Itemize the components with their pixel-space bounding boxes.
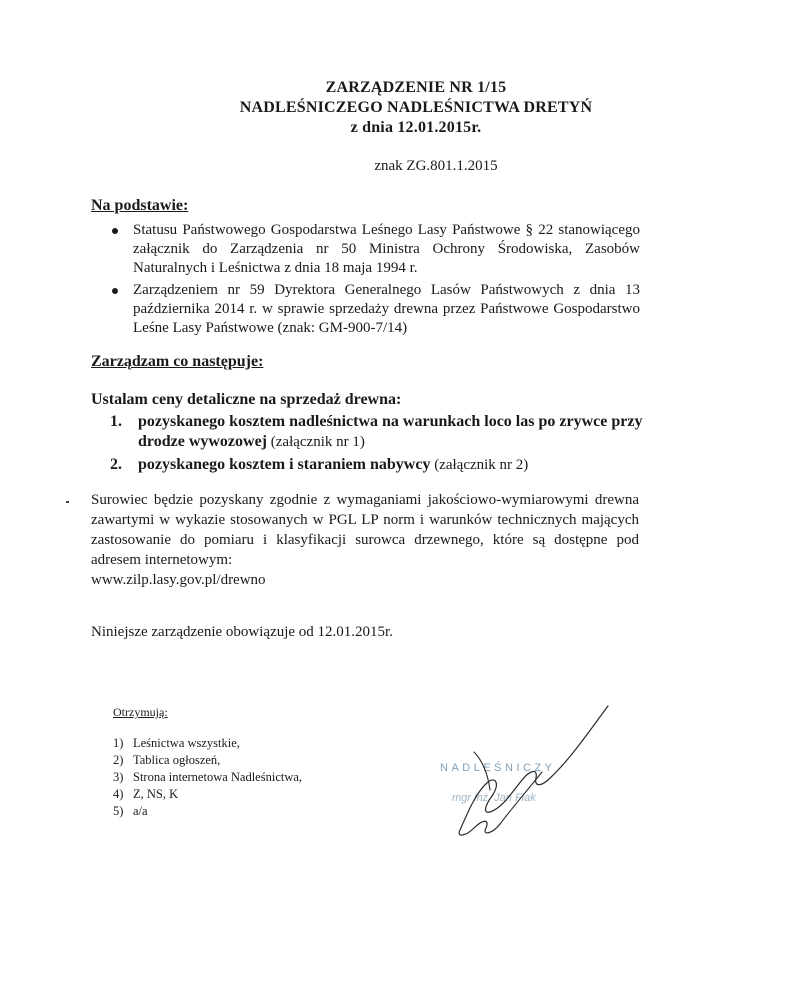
stamp-name: mgr inż. Jan Flak (452, 792, 536, 804)
receiver-number: 3) (113, 770, 124, 784)
signature-icon (430, 700, 620, 850)
receiver-item (113, 786, 302, 803)
price-item-number: 2. (110, 456, 122, 473)
basis-title: Na podstawie: (91, 197, 189, 214)
price-item (110, 412, 650, 452)
document-header (0, 78, 792, 138)
receiver-number: 2) (113, 753, 124, 767)
price-item-note: (załącznik nr 2) (430, 457, 529, 473)
quality-paragraph (91, 490, 639, 590)
price-item-number: 1. (110, 413, 122, 430)
validity-statement: Niniejsze zarządzenie obowiązuje od 12.01.2015r. (91, 624, 393, 640)
margin-mark (66, 501, 69, 503)
order-title: Zarządzam co następuje: (91, 353, 264, 370)
reference-number (0, 158, 792, 175)
price-item-text: pozyskanego kosztem nadleśnictwa na warunkach loco las po zrywce przy drodze wywozowej (138, 413, 643, 450)
basis-item (110, 281, 640, 338)
issuer: NADLEŚNICZEGO NADLEŚNICTWA DRETYŃ (239, 99, 593, 116)
receiver-item (113, 735, 302, 752)
order-number: ZARZĄDZENIE NR 1/15 (325, 79, 507, 96)
receiver-text: Tablica ogłoszeń, (133, 753, 221, 767)
receiver-number: 1) (113, 736, 124, 750)
basis-list (110, 221, 640, 341)
prices-list (110, 412, 650, 478)
price-item-text: pozyskanego kosztem i staraniem nabywcy (138, 456, 431, 473)
basis-item (110, 221, 640, 278)
reference-text: znak ZG.801.1.2015 (374, 158, 498, 174)
receivers-list (113, 735, 302, 820)
receivers-title: Otrzymują: (113, 705, 168, 719)
receiver-item (113, 769, 302, 786)
basis-item-text: Zarządzeniem nr 59 Dyrektora Generalnego Lasów Państwowych z dnia 13 października 2014 r. w sprawie sprzedaży drewna przez Państwowe Gospodarstwo Leśne Lasy Państwowe (znak: GM-900-7/14) (133, 282, 640, 336)
basis-item-text: Statusu Państwowego Gospodarstwa Leśnego Lasy Państwowe § 22 stanowiącego załącznik do Zarządzenia nr 50 Ministra Ochrony Środowiska, Zasobów Naturalnych i Leśnictwa z dnia 18 maja 1994 r. (133, 222, 640, 276)
receiver-text: Strona internetowa Nadleśnictwa, (133, 770, 303, 784)
receiver-text: a/a (133, 804, 148, 818)
paragraph-body: Surowiec będzie pozyskany zgodnie z wymaganiami jakościowo-wymiarowymi drewna zawartymi w wykazie stosowanych w PGL LP norm i warunków technicznych mających zastosowanie do pomiaru i klasyfikacji surowca drzewnego, które są dostępne pod adresem internetowym: (91, 492, 639, 568)
prices-title: Ustalam ceny detaliczne na sprzedaż drewna: (91, 391, 402, 408)
receiver-text: Leśnictwa wszystkie, (133, 736, 240, 750)
order-date: z dnia 12.01.2015r. (350, 119, 482, 136)
bullet-icon (112, 228, 118, 234)
receiver-item (113, 803, 302, 820)
bullet-icon (112, 288, 118, 294)
receiver-number: 5) (113, 804, 124, 818)
receiver-item (113, 752, 302, 769)
receiver-number: 4) (113, 787, 124, 801)
price-item-note: (załącznik nr 1) (267, 434, 365, 450)
paragraph-url: www.zilp.lasy.gov.pl/drewno (91, 572, 266, 588)
stamp-title: NADLEŚNICZY (440, 762, 556, 774)
receiver-text: Z, NS, K (133, 787, 179, 801)
price-item (110, 455, 650, 475)
